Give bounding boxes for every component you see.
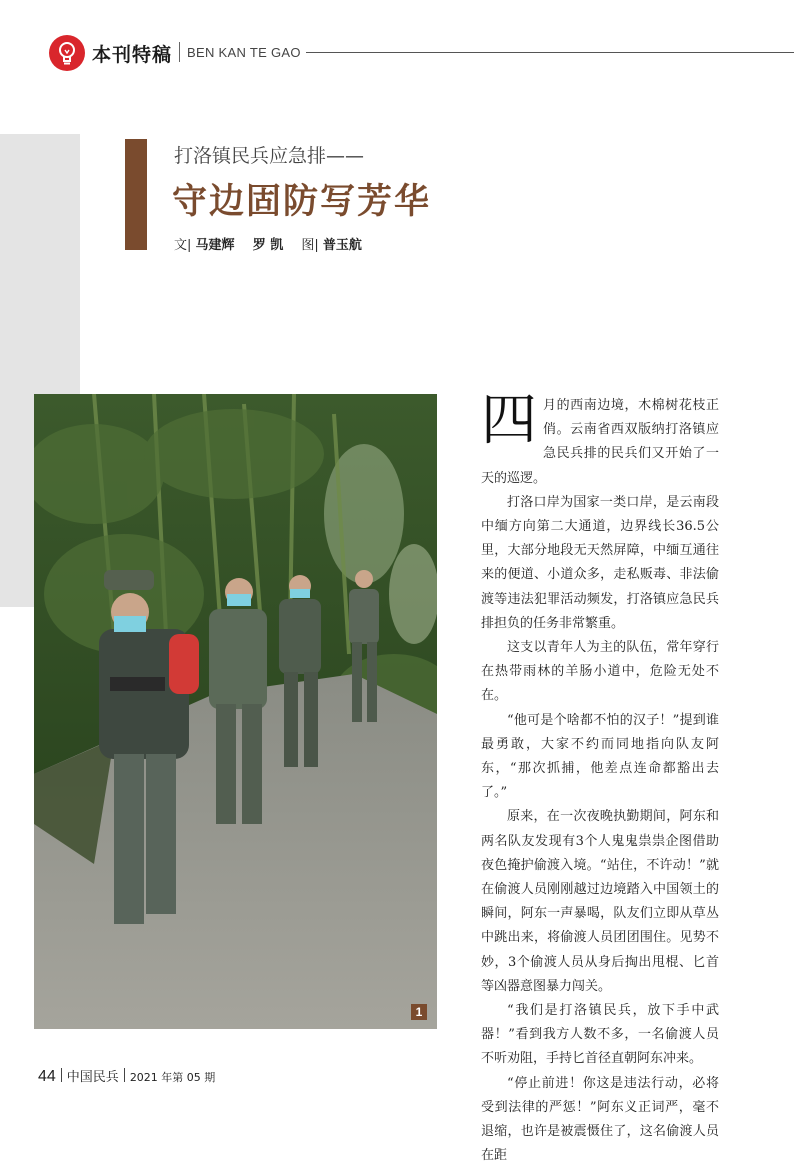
paragraph: “停止前进！你这是违法行动，必将受到法律的严惩！”阿东义正词严，毫不退缩，也许是被震慑住了，这名偷渡人员在距	[481, 1075, 719, 1164]
title-accent-bar	[125, 139, 147, 250]
article-subtitle: 打洛镇民兵应急排——	[174, 145, 365, 167]
magazine-name: 中国民兵	[66, 1070, 119, 1085]
page-footer	[38, 1066, 215, 1086]
column-title: 本刊特稿	[92, 44, 173, 66]
column-title-english: BEN KAN TE GAO	[187, 45, 301, 60]
paragraph: 四月的西南边境，木棉树花枝正俏。云南省西双版纳打洛镇应急民兵排的民兵们又开始了一天的巡逻。	[481, 388, 719, 486]
issue-label: 2021 年第 05 期	[129, 1071, 216, 1084]
patrol-photo	[34, 394, 437, 1029]
paragraph: 打洛口岸为国家一类口岸，是云南段中缅方向第二大通道，边界线长36.5公里，大部分地段无天然屏障，中缅互通往来的便道、小道众多，走私贩毒、非法偷渡等违法犯罪活动频发，打洛镇应急民兵排担负的任务非常繁重。	[481, 494, 719, 631]
article-title: 守边固防写芳华	[172, 182, 432, 222]
photo-number-badge: 1	[411, 1004, 427, 1020]
author-1: 马建辉	[195, 238, 235, 253]
paragraph: “我们是打洛镇民兵，放下手中武器！”看到我方人数不多，一名偷渡人员不听劝阻，手持匕首径直朝阿东冲来。	[481, 1003, 719, 1067]
paragraph: “他可是个啥都不怕的汉子！”提到谁最勇敢，大家不约而同地指向队友阿东，“那次抓捕，他差点连命都豁出去了。”	[481, 712, 719, 801]
photographer: 普玉航	[322, 238, 362, 253]
paragraph: 原来，在一次夜晚执勤期间，阿东和两名队友发现有3个人鬼鬼祟祟企图借助夜色掩护偷渡入境。“站住，不许动！”就在偷渡人员刚刚越过边境踏入中国领土的瞬间，阿东一声暴喝，队友们立即从草丛中跳出来，将偷渡人员团团围住。见势不妙，3个偷渡人员从身后掏出甩棍、匕首等凶器意图暴力闯关。	[481, 809, 719, 994]
byline	[174, 234, 362, 253]
page-number: 44	[38, 1068, 56, 1085]
footer-divider	[124, 1068, 125, 1082]
lightbulb-icon	[49, 35, 85, 71]
author-2: 罗 凯	[252, 238, 284, 253]
article-body	[481, 388, 719, 1169]
paragraph: 这支以青年人为主的队伍，常年穿行在热带雨林的羊肠小道中，危险无处不在。	[481, 640, 719, 704]
byline-text-label: 文|	[174, 238, 192, 253]
header-rule	[306, 52, 794, 53]
footer-divider	[61, 1068, 62, 1082]
header-divider	[179, 42, 180, 62]
byline-photo-label: 图|	[301, 238, 319, 253]
dropcap: 四	[481, 388, 537, 453]
